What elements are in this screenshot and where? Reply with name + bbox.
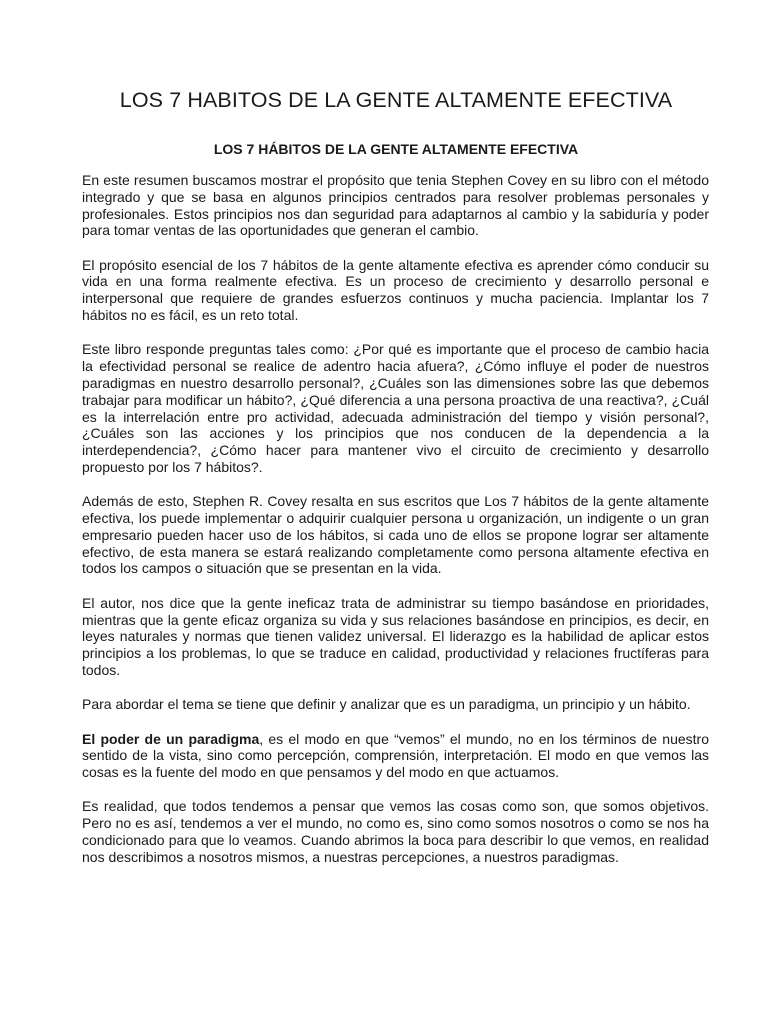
paragraph-intro bbox=[82, 172, 709, 239]
paragraph-author bbox=[82, 595, 709, 679]
paragraph-text: Es realidad, que todos tendemos a pensar que vemos las cosas como son, que somos objetivos. Pero no es así, tendemos a ver el mundo, no como es, sino como somos nosotros o como se nos ha condicionado para que lo veamos. Cuando abrimos la boca para describir lo que vemos, en realidad nos describimos a nosotros mismos, a nuestras percepciones, a nuestros paradigmas. bbox=[82, 798, 709, 865]
paragraph-covey bbox=[82, 493, 709, 577]
paragraph-text: Además de esto, Stephen R. Covey resalta en sus escritos que Los 7 hábitos de la gente altamente efectiva, los puede implementar o adquirir cualquier persona u organización, un indigente o un gran empresario pueden hacer uso de los hábitos, si cada uno de ellos se propone lograr ser altamente efectivo, de esta manera se estará realizando completamente como persona altamente efectiva en todos los campos o situación que se presentan en la vida. bbox=[82, 493, 709, 577]
document-body bbox=[82, 172, 709, 883]
paragraph-questions bbox=[82, 341, 709, 475]
document-subtitle: LOS 7 HÁBITOS DE LA GENTE ALTAMENTE EFECTIVA bbox=[213, 141, 579, 157]
paragraph-text: En este resumen buscamos mostrar el propósito que tenia Stephen Covey en su libro con el método integrado y que se basa en algunos principios centrados para resolver problemas personales y profesionales. Estos principios nos dan seguridad para adaptarnos al cambio y la sabiduría y poder para tomar ventas de las oportunidades que generan el cambio. bbox=[82, 172, 709, 239]
paragraph-text: El propósito esencial de los 7 hábitos de la gente altamente efectiva es aprender cómo conducir su vida en una forma realmente efectiva. Es un proceso de crecimiento y desarrollo personal e interpersonal que requiere de grandes esfuerzos continuos y mucha paciencia. Implantar los 7 hábitos no es fácil, es un reto total. bbox=[82, 256, 709, 324]
paragraph-text: Este libro responde preguntas tales como: ¿Por qué es importante que el proceso de cambio hacia la efectividad personal se realice de adentro hacia afuera?, ¿Cómo influye el poder de nuestros paradigmas en nuestro desarrollo personal?, ¿Cuáles son las dimensiones sobre las que debemos trabajar para modificar un hábito?, ¿Qué diferencia a una persona proactiva de una reactiva?, ¿Cuál es la interrelación entre pro actividad, adecuada administración del tiempo y visión personal?, ¿Cuáles son las acciones y los principios que nos conducen de la dependencia a la interdependencia?, ¿Cómo hacer para mantener vivo el circuito de crecimiento y desarrollo propuesto por los 7 hábitos?. bbox=[82, 341, 709, 475]
paragraph-lead: El poder de un paradigma bbox=[82, 730, 260, 747]
paragraph-reality bbox=[82, 798, 709, 865]
document-title: LOS 7 HABITOS DE LA GENTE ALTAMENTE EFECTIVA bbox=[119, 88, 673, 112]
paragraph-text: , es el modo en que “vemos” el mundo, no en los términos de nuestro sentido de la vista, sino como percepción, comprensión, interpretación. El modo en que vemos las cosas es la fuente del modo en que pensamos y del modo en que actuamos. bbox=[82, 730, 710, 781]
paragraph-text: El autor, nos dice que la gente ineficaz trata de administrar su tiempo basándose en prioridades, mientras que la gente eficaz organiza su vida y sus relaciones basándose en principios, es decir, en leyes naturales y normas que tienen validez universal. El liderazgo es la habilidad de aplicar estos principios a los problemas, lo que se traduce en calidad, productividad y relaciones fructíferas para todos. bbox=[82, 594, 709, 678]
paragraph-definitions bbox=[82, 696, 709, 713]
paragraph-purpose bbox=[82, 257, 709, 324]
paragraph-text: Para abordar el tema se tiene que definir y analizar que es un paradigma, un principio y un hábito. bbox=[82, 696, 691, 713]
paragraph-paradigm bbox=[82, 731, 709, 781]
